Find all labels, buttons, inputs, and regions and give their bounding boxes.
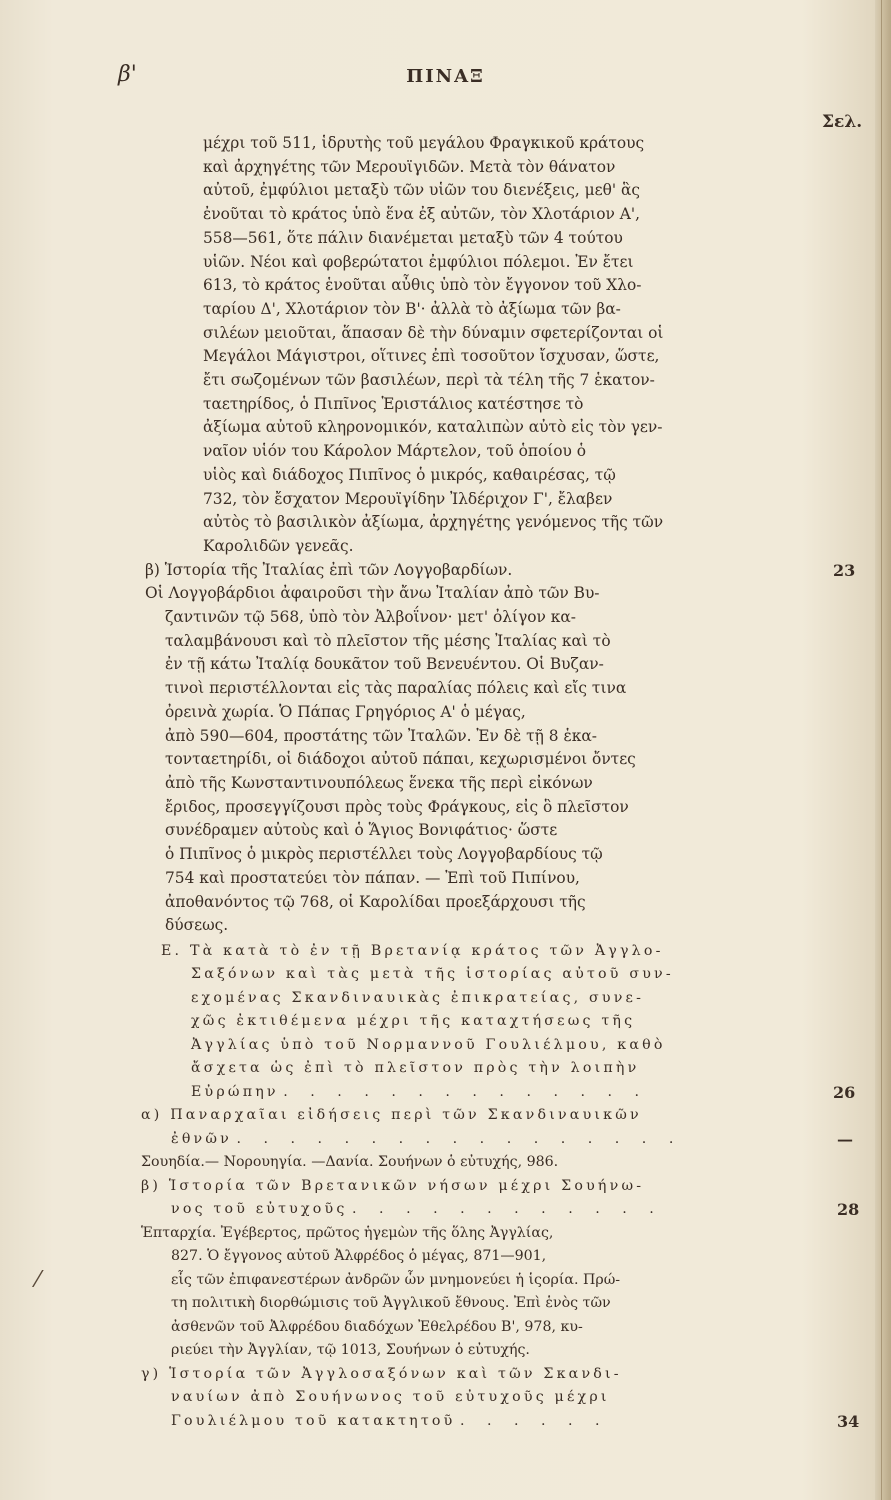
page-edge	[875, 0, 891, 1500]
pencil-mark-icon: ⁄	[36, 1268, 40, 1293]
text-line: ἔριδος, προσεγγίζουσι πρὸς τοὺς Φράγκους, εἰς ὃ πλεῖστον	[165, 797, 629, 816]
text-line: 754 καὶ προστατεύει τὸν πάπαν. — Ἐπὶ τοῦ Πιπίνου,	[165, 868, 580, 887]
text-line: ταρίου Δ', Χλοτάριον τὸν Β'· ἀλλὰ τὸ ἀξίωμα τῶν βα-	[203, 299, 621, 318]
page-number: 28	[837, 1200, 860, 1220]
toc-entry	[161, 1410, 860, 1434]
text-line: συνέδραμεν αὐτοὺς καὶ ὁ Ἅγιος Βονιφάτιος· ὥστε	[165, 821, 558, 840]
text-line: υἱῶν. Νέοι καὶ φοβερώτατοι ἐμφύλιοι πόλεμοι. Ἐν ἔτει	[203, 252, 634, 271]
text-line: αὐτὸς τὸ βασιλικὸν ἀξίωμα, ἀρχηγέτης γενόμενος τῆς τῶν	[203, 513, 664, 532]
section-heading: Ε. Τὰ κατὰ τὸ ἐν τῇ Βρετανίᾳ κράτος τῶν Ἀγγλο-	[161, 942, 664, 959]
text-line: 732, τὸν ἔσχατον Μερουϊγίδην Ἰλδέριχον Γ', ἔλαβεν	[203, 489, 613, 508]
section-heading: β) Ἱστορία τῆς Ἰταλίας ἐπὶ τῶν Λογγοβαρδίων.	[145, 560, 513, 579]
text-line: ἀποθανόντος τῷ 768, οἱ Καρολίδαι προεξάρχουσι τῆς	[165, 892, 586, 911]
leader-dots: . . . . . . . . . . . .	[352, 1201, 663, 1218]
page-number: 26	[833, 1082, 856, 1102]
text-line: ἔτι σωζομένων τῶν βασιλέων, περὶ τὰ τέλη τῆς 7 ἑκατον-	[203, 371, 655, 390]
text-line: ὀρεινὰ χωρία. Ὁ Πάπας Γρηγόριος Α' ὁ μέγας,	[165, 702, 526, 721]
text-line: αὐτοῦ, ἐμφύλιοι μεταξὺ τῶν υἱῶν του διενέξεις, μεθ' ἃς	[203, 181, 641, 200]
toc-entry	[161, 1128, 853, 1152]
text-line: ἐνοῦται τὸ κράτος ὑπὸ ἕνα ἐξ αὐτῶν, τὸν Χλοτάριον Α',	[203, 205, 640, 224]
section-heading: ἄσχετα ὡς ἐπὶ τὸ πλεῖστον πρὸς τὴν λοιπὴν	[191, 1060, 640, 1077]
entry-title: Εὐρώπην	[191, 1083, 279, 1100]
toc-entry	[161, 1081, 856, 1105]
text-line: 558—561, ὅτε πάλιν διανέμεται μεταξὺ τῶν 4 τούτου	[203, 228, 623, 247]
page-number: —	[837, 1129, 853, 1149]
leader-dots: . . . . . . . . . . . . . . . . .	[236, 1130, 683, 1147]
section-heading: εχομένας Σκανδιναυικὰς ἐπικρατείας, συνε-	[191, 989, 645, 1006]
text-line: ταλαμβάνουσι καὶ τὸ πλεῖστον τῆς μέσης Ἰταλίας καὶ τὸ	[165, 631, 611, 650]
subsection-heading: β) Ἱστορία τῶν Βρετανικῶν νήσων μέχρι Σουήνω-	[141, 1177, 645, 1194]
entry-title: ἐθνῶν	[171, 1130, 232, 1147]
text-line: 613, τὸ κράτος ἑνοῦται αὖθις ὑπὸ τὸν ἔγγονον τοῦ Χλο-	[203, 276, 642, 295]
summary-line: 827. Ὁ ἔγγονος αὐτοῦ Ἀλφρέδος ὁ μέγας, 871—901,	[171, 1248, 547, 1265]
text-line: ναῖον υἱόν του Κάρολον Μάρτελον, τοῦ ὁποίου ὁ	[203, 442, 587, 461]
summary-line: εἷς τῶν ἐπιφανεστέρων ἀνδρῶν ὧν μνημονεύει ἡ ἱςορία. Πρώ-	[171, 1271, 621, 1288]
text-line: τινοὶ περιστέλλονται εἰς τὰς παραλίας πόλεις καὶ εἴς τινα	[165, 679, 627, 698]
text-line: υἱὸς καὶ διάδοχος Πιπῖνος ὁ μικρός, καθαιρέσας, τῷ	[203, 465, 616, 484]
text-line: Μεγάλοι Μάγιστροι, οἵτινες ἐπὶ τοσοῦτον ἴσχυσαν, ὥστε,	[203, 347, 660, 366]
section-heading: Ἀγγλίας ὑπὸ τοῦ Νορμαννοῦ Γουλιέλμου, καθὸ	[191, 1036, 666, 1053]
toc-entry	[161, 1198, 860, 1222]
text-line: ζαντινῶν τῷ 568, ὑπὸ τὸν Ἀλβοΐνον· μετ' ὀλίγον κα-	[165, 608, 576, 627]
section-E	[141, 940, 860, 1434]
page-title: ΠΙΝΑΞ	[406, 66, 485, 87]
text-line: Καρολιδῶν γενεᾶς.	[203, 536, 354, 555]
summary-line: τη πολιτικὴ διορθώμισις τοῦ Ἀγγλικοῦ ἔθνους. Ἐπὶ ἑνὸς τῶν	[171, 1295, 611, 1312]
page-column-label: Σελ.	[822, 112, 863, 132]
text-line: καὶ ἀρχηγέτης τῶν Μερουϊγιδῶν. Μετὰ τὸν θάνατον	[203, 157, 616, 176]
text-line: μέχρι τοῦ 511, ἱδρυτὴς τοῦ μεγάλου Φραγκικοῦ κράτους	[203, 134, 645, 152]
paragraph-lombards	[145, 582, 775, 938]
text-line: ὁ Πιπῖνος ὁ μικρὸς περιστέλλει τοὺς Λογγοβαρδίους τῷ	[165, 845, 603, 864]
leader-dots: . . . . . .	[459, 1412, 609, 1429]
summary-line: ριεύει τὴν Ἀγγλίαν, τῷ 1013, Σουήνων ὁ εὐτυχής.	[171, 1342, 530, 1359]
text-line: Οἱ Λογγοβάρδιοι ἀφαιροῦσι τὴν ἄνω Ἰταλίαν ἀπὸ τῶν Βυ-	[145, 584, 600, 603]
summary-line: ἀσθενῶν τοῦ Ἀλφρέδου διαδόχων Ἐθελρέδου Β', 978, κυ-	[171, 1318, 583, 1335]
text-line: ἐν τῇ κάτω Ἰταλίᾳ δουκᾶτον τοῦ Βενευέντου. Οἱ Βυζαν-	[165, 655, 604, 674]
text-line: σιλέων μειοῦται, ἅπασαν δὲ τὴν δύναμιν σφετερίζονται οἱ	[203, 323, 664, 342]
index-body	[141, 132, 860, 1433]
text-line: ἀπὸ 590—604, προστάτης τῶν Ἰταλῶν. Ἐν δὲ τῇ 8 ἑκα-	[165, 726, 597, 745]
section-heading: χῶς ἐκτιθέμενα μέχρι τῆς καταχτήσεως τῆς	[191, 1013, 636, 1030]
entry-title: Γουλιέλμου τοῦ κατακτητοῦ	[171, 1412, 456, 1429]
entry-title: νος τοῦ εὐτυχοῦς	[171, 1201, 348, 1218]
text-line: ἀξίωμα αὐτοῦ κληρονομικόν, καταλιπὼν αὐτὸ εἰς τὸν γεν-	[203, 418, 663, 437]
summary-line: Ἑπταρχία. Ἐγέβερτος, πρῶτος ἡγεμὼν τῆς ὅλης Ἀγγλίας,	[141, 1224, 554, 1241]
text-line: δύσεως.	[165, 916, 229, 935]
page-number: 23	[833, 560, 856, 580]
text-line: ταετηρίδος, ὁ Πιπῖνος Ἑριστάλιος κατέστησε τὸ	[203, 394, 584, 413]
text-line: τονταετηρίδι, οἱ διάδοχοι αὐτοῦ πάπαι, κεχωρισμένοι ὄντες	[165, 750, 636, 769]
section-heading: Σαξόνων καὶ τὰς μετὰ τῆς ἱστορίας αὐτοῦ συν-	[191, 966, 674, 983]
page-number: 34	[837, 1411, 860, 1431]
signature-mark: β'	[118, 62, 137, 87]
leader-dots: . . . . . . . . . . . . . .	[283, 1083, 649, 1100]
summary-line: Σουηδία.— Νορουηγία. —Δανία. Σουήνων ὁ εὐτυχής, 986.	[141, 1154, 559, 1171]
entry-italy	[145, 559, 856, 583]
subsection-heading: ναυίων ἀπὸ Σουήνωνος τοῦ εὐτυχοῦς μέχρι	[171, 1389, 610, 1406]
subsection-heading: γ) Ἱστορία τῶν Ἀγγλοσαξόνων καὶ τῶν Σκανδι-	[141, 1365, 622, 1382]
text-line: ἀπὸ τῆς Κωνσταντινουπόλεως ἕνεκα τῆς περὶ εἰκόνων	[165, 773, 593, 792]
subsection-heading: α) Παναρχαῖαι εἰδήσεις περὶ τῶν Σκανδιναυικῶν	[141, 1107, 642, 1124]
paragraph-franks	[165, 132, 775, 559]
